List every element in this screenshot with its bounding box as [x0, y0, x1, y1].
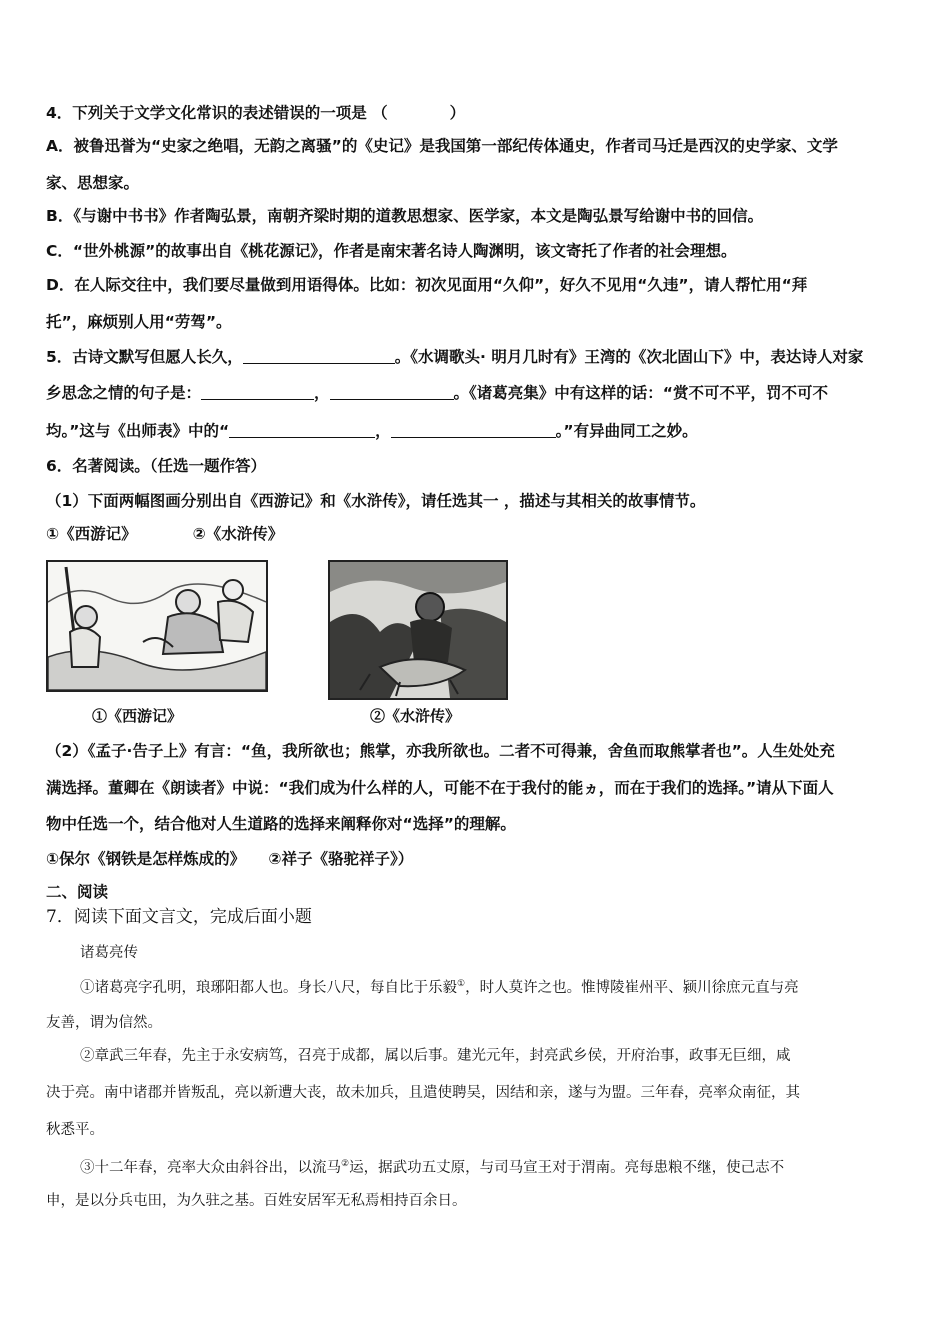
xiyouji-illustration	[46, 560, 268, 692]
passage-para3-line1: ③十二年春，亮率大众由斜谷出，以流马②运，据武功五丈原，与司马宣王对于渭南。亮每患粮不继，使己志不	[80, 1159, 785, 1176]
section-heading: 二、阅读	[46, 883, 109, 901]
q6-part2-line3: 物中任选一个，结合他对人生道路的选择来阐释你对“选择”的理解。	[46, 815, 516, 833]
footnote-mark: ②	[341, 1159, 350, 1169]
passage-para1-line2: 友善，谓为信然。	[46, 1015, 162, 1031]
q4-option-b: B．《与谢中书书》作者陶弘景，南朝齐梁时期的道教思想家、医学家，本文是陶弘景写给谢中书的回信。	[46, 207, 764, 225]
answer-blank[interactable]	[243, 347, 395, 364]
q4-stem: 4．下列关于文学文化常识的表述错误的一项是 （ ）	[46, 104, 466, 122]
answer-blank[interactable]	[229, 421, 375, 438]
q4-option-a-line1: A．被鲁迅誉为“史家之绝唱，无韵之离骚”的《史记》是我国第一部纪传体通史，作者司马迁是西汉的史学家、文学	[46, 137, 838, 155]
q4-option-c: C．“世外桃源”的故事出自《桃花源记》，作者是南宋著名诗人陶渊明，该文寄托了作者的社会理想。	[46, 242, 737, 260]
q4-option-d-line1: D．在人际交往中，我们要尽量做到用语得体。比如：初次见面用“久仰”，好久不见用“久违”，请人帮忙用“拜	[46, 276, 808, 294]
q6-part2-line1: （2）《孟子·告子上》有言：“鱼，我所欲也；熊掌，亦我所欲也。二者不可得兼，舍鱼而取熊掌者也”。人生处处充	[46, 742, 835, 760]
passage-para1-line1: ①诸葛亮字孔明，琅琊阳都人也。身长八尺，每自比于乐毅①，时人莫许之也。惟博陵崔州平、颍川徐庶元直与亮	[80, 979, 799, 996]
passage-para3-line2: 申，是以分兵屯田，为久驻之基。百姓安居军无私焉相持百余日。	[46, 1193, 467, 1209]
q5-line3: 均。”这与《出师表》中的“ ， 。”有异曲同工之妙。	[46, 422, 698, 440]
shuihuzhuan-illustration	[328, 560, 508, 700]
q6-part2-line2: 满选择。董卿在《朗读者》中说：“我们成为什么样的人，可能不在于我付的能ヵ，而在于我们的选择。”请从下面人	[46, 779, 834, 797]
passage-title: 诸葛亮传	[80, 945, 138, 961]
answer-blank[interactable]	[201, 383, 314, 400]
shuihuzhuan-caption: ②《水浒传》	[370, 707, 461, 725]
q6-choices: ①保尔《钢铁是怎样炼成的》 ②祥子《骆驼祥子》）	[46, 850, 414, 868]
answer-blank[interactable]	[391, 421, 556, 438]
q4-option-a-line2: 家、思想家。	[46, 174, 140, 192]
q5-line2: 乡思念之情的句子是： ， 。《诸葛亮集》中有这样的话：“赏不可不平，罚不可不	[46, 384, 828, 402]
passage-para2-line3: 秋悉平。	[46, 1122, 104, 1138]
footnote-mark: ①	[457, 979, 466, 989]
passage-para2-line2: 决于亮。南中诸郡并皆叛乱，亮以新遭大丧，故未加兵，且遣使聘吴，因结和亲，遂与为盟。三年春，亮率众南征，其	[46, 1085, 800, 1101]
answer-blank[interactable]	[330, 383, 454, 400]
q6-options: ①《西游记》 ②《水浒传》	[46, 525, 284, 543]
passage-para2-line1: ②章武三年春，先主于永安病笃，召亮于成都，属以后事。建光元年，封亮武乡侯，开府治事，政事无巨细，咸	[80, 1048, 791, 1064]
q5-line1: 5．古诗文默写但愿人长久， 。《水调歌头· 明月几时有》王湾的《次北固山下》中，表达诗人对家	[46, 348, 864, 366]
q7-stem: 7．阅读下面文言文，完成后面小题	[46, 907, 312, 927]
q6-stem: 6．名著阅读。（任选一题作答）	[46, 457, 267, 475]
xiyouji-caption: ①《西游记》	[92, 707, 183, 725]
q6-part1: （1）下面两幅图画分别出自《西游记》和《水浒传》，请任选其一 ，描述与其相关的故事情节。	[46, 492, 706, 510]
q4-option-d-line2: 托”，麻烦别人用“劳驾”。	[46, 313, 232, 331]
